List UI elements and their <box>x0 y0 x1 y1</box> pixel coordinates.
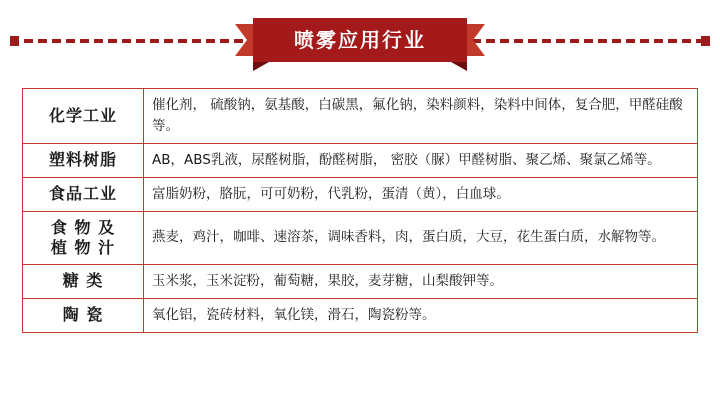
table-row <box>23 264 698 298</box>
row-items-cell: 富脂奶粉，胳朊，可可奶粉，代乳粉，蛋清（黄），白血球。 <box>144 177 698 211</box>
title-ribbon <box>253 18 467 62</box>
industry-table-body <box>23 89 698 333</box>
industry-table-wrapper <box>22 88 698 333</box>
category-label: 陶 瓷 <box>62 305 104 325</box>
ribbon-body <box>253 18 467 62</box>
row-category-cell <box>23 298 144 332</box>
category-label: 塑料树脂 <box>48 150 117 170</box>
row-category-cell <box>23 211 144 264</box>
page-title: 喷雾应用行业 <box>294 28 426 52</box>
table-row <box>23 143 698 177</box>
row-category-cell <box>23 143 144 177</box>
table-row <box>23 298 698 332</box>
ribbon-notch-left <box>253 62 269 71</box>
table-row <box>23 89 698 144</box>
row-category-cell <box>23 177 144 211</box>
ribbon-notch-right <box>451 62 467 71</box>
row-items-cell: 燕麦，鸡汁，咖啡、速溶茶，调味香料，肉，蛋白质，大豆，花生蛋白质，水解物等。 <box>144 211 698 264</box>
row-items-cell: 玉米浆，玉米淀粉，葡萄糖，果胶，麦芽糖，山梨酸钾等。 <box>144 264 698 298</box>
row-items-cell: AB，ABS乳液，尿醛树脂，酚醛树脂， 密胶（脲）甲醛树脂、聚乙烯、聚氯乙烯等。 <box>144 143 698 177</box>
row-category-cell <box>23 89 144 144</box>
header-banner <box>0 0 720 76</box>
industry-table <box>22 88 698 333</box>
category-label: 化学工业 <box>48 105 117 125</box>
category-label: 食品工业 <box>48 184 117 204</box>
category-label-secondary: 植 物 汁 <box>50 237 116 257</box>
row-items-cell: 催化剂， 硫酸钠，氨基酸，白碳黑，氟化钠，染料颜料，染料中间体，复合肥，甲醛硅酸等。 <box>144 89 698 144</box>
category-label: 食 物 及 <box>50 217 116 237</box>
banner-rule-right-cap <box>701 36 710 46</box>
category-label: 糖 类 <box>62 271 104 291</box>
row-category-cell <box>23 264 144 298</box>
table-row <box>23 177 698 211</box>
table-row <box>23 211 698 264</box>
row-items-cell: 氧化铝，瓷砖材料，氧化镁，滑石，陶瓷粉等。 <box>144 298 698 332</box>
